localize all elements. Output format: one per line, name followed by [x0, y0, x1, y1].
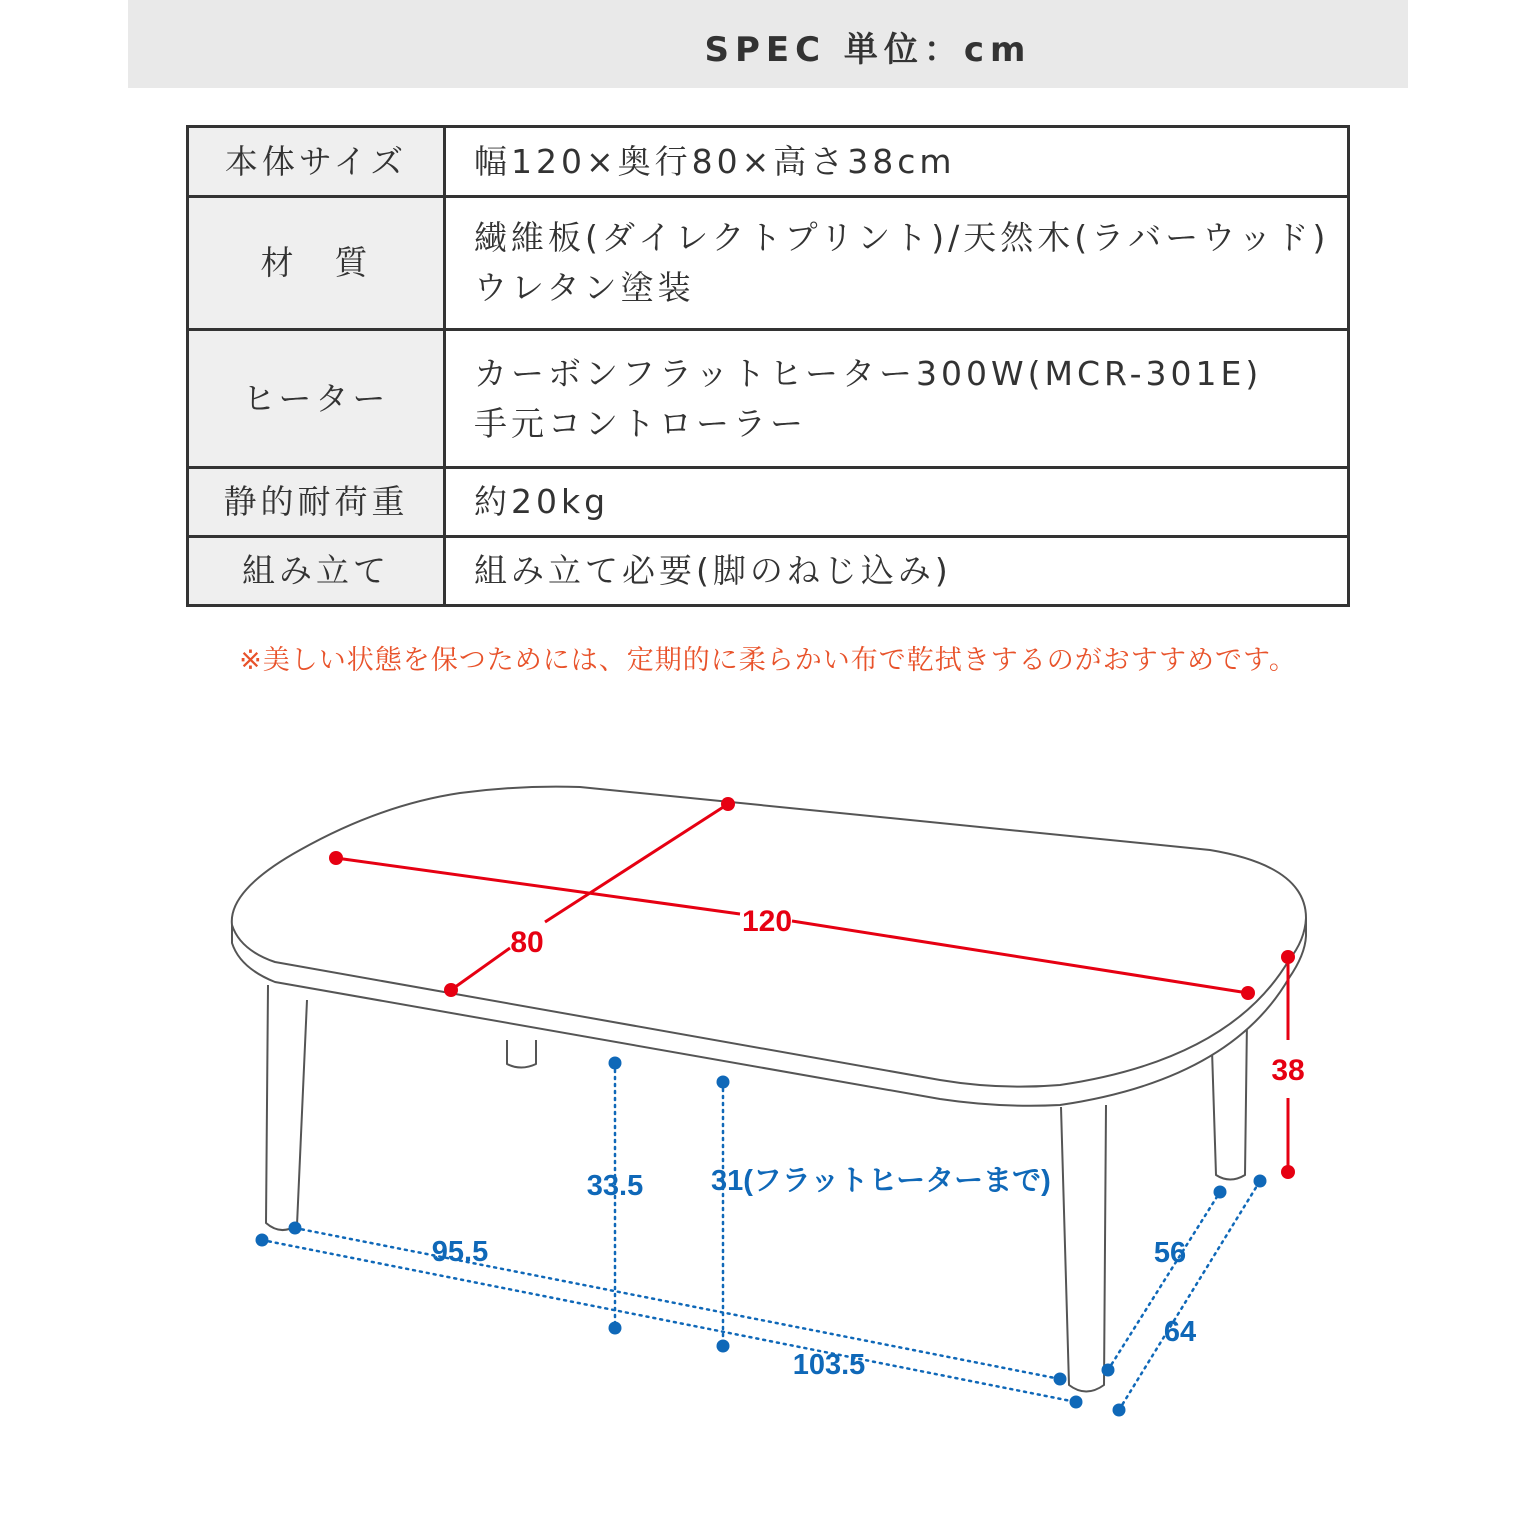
dimension-point — [444, 983, 458, 997]
dimension-point — [717, 1340, 730, 1353]
spec-label-assembly: 組み立て — [188, 537, 445, 606]
page-title: SPEC 単位：cm — [704, 30, 1032, 70]
care-note: ※美しい状態を保つためには、定期的に柔らかい布で乾拭きするのがおすすめです。 — [239, 645, 1297, 676]
leg-span-inner-label: 95.5 — [431, 1236, 489, 1268]
spec-value-line: 手元コントローラー — [474, 403, 807, 443]
dimension-point — [717, 1076, 730, 1089]
depth-outer-label: 64 — [1163, 1316, 1197, 1348]
dimension-point — [1054, 1373, 1067, 1386]
dimension-point — [329, 851, 343, 865]
dimension-point — [609, 1057, 622, 1070]
spec-label-material: 材 質 — [188, 197, 445, 330]
dimension-point — [1102, 1364, 1115, 1377]
back-leg-left — [507, 1040, 536, 1068]
dimension-point — [1254, 1175, 1267, 1188]
depth-label: 80 — [510, 926, 544, 959]
dimension-point — [256, 1234, 269, 1247]
blue-dimensions — [256, 1057, 1267, 1417]
dimension-point — [1241, 986, 1255, 1000]
spec-value-line: 約20kg — [474, 482, 610, 521]
spec-value-line: 繊維板(ダイレクトプリント)/天然木(ラバーウッド) — [474, 218, 1330, 257]
dimension-point — [1070, 1396, 1083, 1409]
spec-label-size: 本体サイズ — [188, 127, 445, 197]
depth-inner-label: 56 — [1153, 1237, 1187, 1269]
dimension-point — [721, 797, 735, 811]
front-leg-left — [266, 985, 307, 1230]
depth-outer-line — [1119, 1181, 1260, 1410]
spec-value-line: カーボンフラットヒーター300W(MCR-301E) — [474, 353, 1263, 393]
dimension-point — [609, 1322, 622, 1335]
width-label: 120 — [741, 905, 793, 938]
dimension-point — [1214, 1186, 1227, 1199]
heater-clearance-label: 31(フラットヒーターまで) — [711, 1165, 1051, 1197]
dimension-point — [289, 1222, 302, 1235]
leg-span-outer-label: 103.5 — [792, 1349, 866, 1381]
dimension-point — [1281, 1165, 1295, 1179]
spec-value-line: 組み立て必要(脚のねじ込み) — [474, 551, 952, 590]
spec-value-line: ウレタン塗装 — [474, 268, 695, 307]
height-label: 38 — [1271, 1054, 1305, 1087]
dimension-point — [1281, 950, 1295, 964]
table-illustration — [232, 787, 1306, 1392]
spec-label-load: 静的耐荷重 — [188, 468, 445, 537]
leg-span-outer-line — [262, 1240, 1076, 1402]
clearance-label: 33.5 — [586, 1170, 644, 1202]
spec-label-heater: ヒーター — [188, 330, 445, 468]
front-leg-right — [1061, 1105, 1106, 1392]
spec-value-line: 幅120×奥行80×高さ38cm — [474, 141, 956, 181]
dimension-point — [1113, 1404, 1126, 1417]
leg-span-inner-line — [295, 1228, 1060, 1379]
